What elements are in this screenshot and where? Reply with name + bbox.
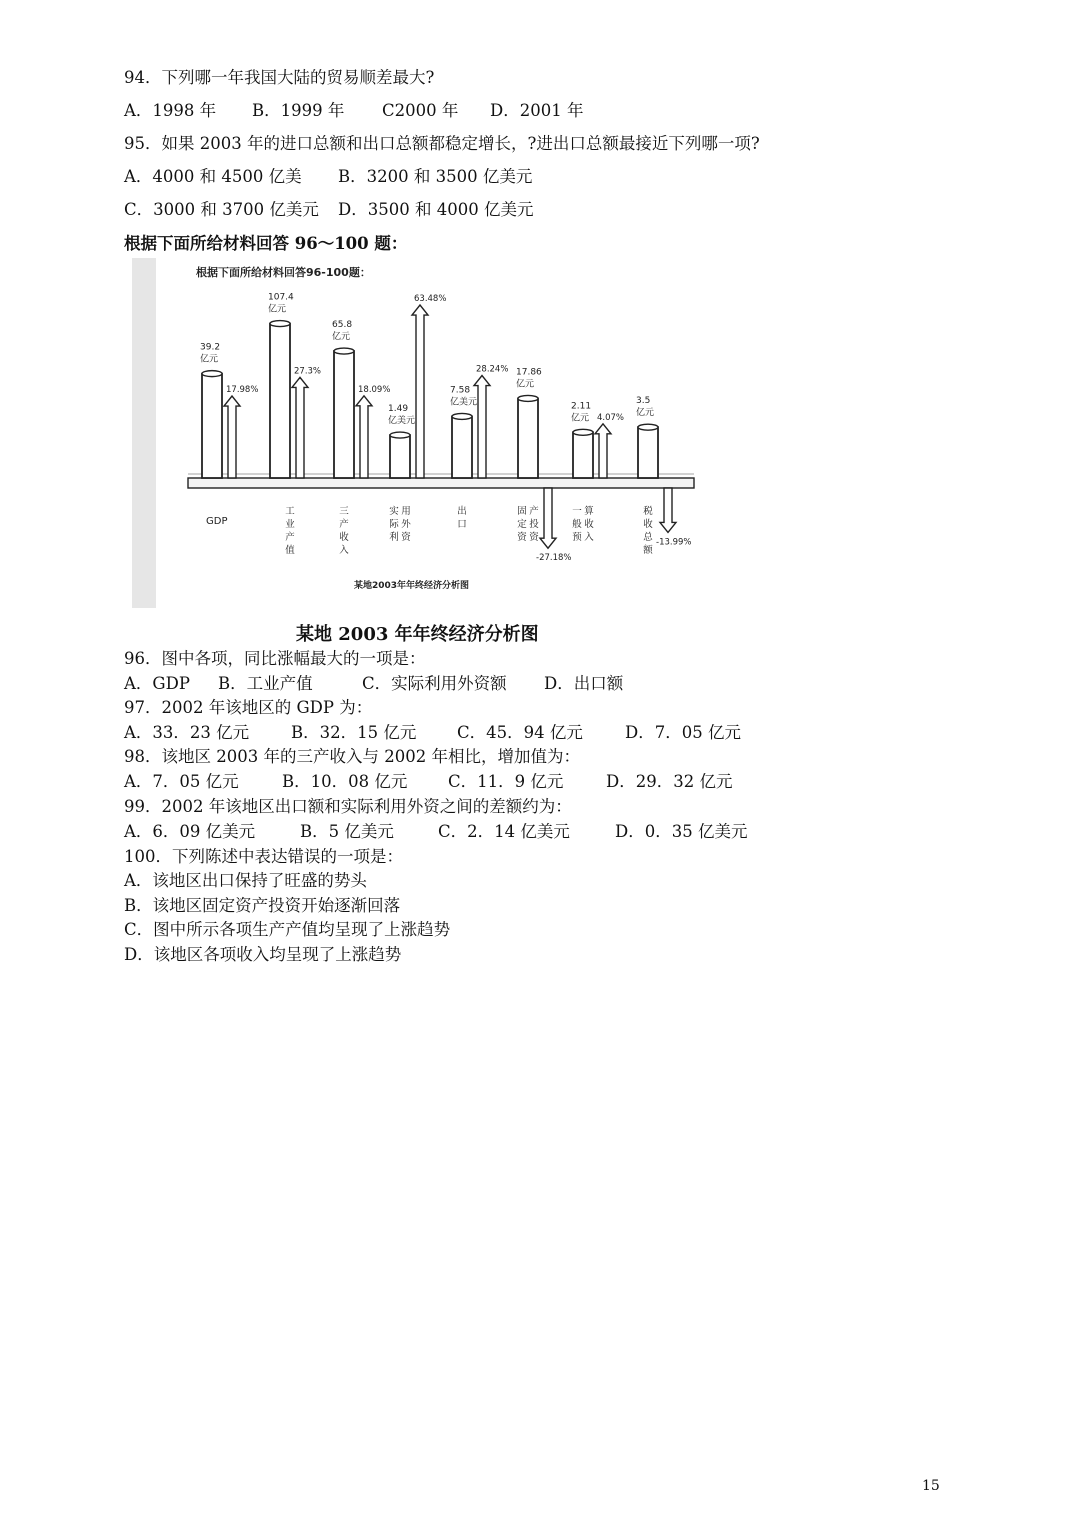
value-label-3: 1.49 <box>388 404 409 415</box>
unit-label-3: 亿美元 <box>388 416 416 427</box>
q99-option-a: A．6．09 亿美元 <box>124 822 256 841</box>
q97-option-a: A．33．23 亿元 <box>124 723 250 742</box>
value-label-7: 3.5 <box>636 396 651 407</box>
growth-label-0: 17.98% <box>226 385 259 396</box>
bar-cap-0 <box>202 371 222 377</box>
bar-cap-6 <box>573 429 593 435</box>
q94-option-a: A．1998 年 <box>124 101 217 120</box>
q100-option-c: C．图中所示各项生产产值均呈现了上涨趋势 <box>124 920 451 939</box>
growth-arrow-4 <box>474 376 490 478</box>
q97-option-b: B．32．15 亿元 <box>291 723 417 742</box>
q94-option-d: D．2001 年 <box>490 101 584 120</box>
value-label-5: 17.86 <box>516 367 542 378</box>
q99-option-d: D．0．35 亿美元 <box>615 822 748 841</box>
q94-option-b: B．1999 年 <box>252 101 345 120</box>
unit-label-4: 亿美元 <box>450 397 478 408</box>
q98-option-c: C．11．9 亿元 <box>448 772 564 791</box>
growth-label-5: -27.18% <box>536 553 572 564</box>
bar-4 <box>452 416 472 478</box>
q98-option-b: B．10．08 亿元 <box>282 772 408 791</box>
bar-cap-2 <box>334 348 354 354</box>
growth-label-1: 27.3% <box>294 366 322 377</box>
scan-shadow <box>132 258 156 608</box>
q96-question: 96．图中各项，同比涨幅最大的一项是： <box>124 649 426 668</box>
tick-label-2: 三产收入 <box>339 506 349 556</box>
economic-chart <box>132 258 712 608</box>
chart-baseline <box>188 478 694 488</box>
unit-label-6: 亿元 <box>571 413 590 424</box>
unit-label-7: 亿元 <box>636 408 655 419</box>
q96-option-b: B．工业产值 <box>218 674 313 693</box>
chart-caption: 某地 2003 年年终经济分析图 <box>296 624 539 645</box>
bar-5 <box>518 398 538 478</box>
q95-option-b: B．3200 和 3500 亿美元 <box>338 167 533 186</box>
chart-subtitle: 某地2003年年终经济分析图 <box>354 581 470 591</box>
q98-option-d: D．29．32 亿元 <box>606 772 733 791</box>
bar-cap-5 <box>518 395 538 401</box>
growth-label-2: 18.09% <box>358 384 391 395</box>
bar-0 <box>202 374 222 478</box>
growth-label-6: 4.07% <box>597 412 625 423</box>
tick-label-0: GDP <box>206 516 228 527</box>
growth-arrow-0 <box>224 396 240 478</box>
q94-option-c: C2000 年 <box>382 101 459 120</box>
value-label-6: 2.11 <box>571 401 592 412</box>
q100-question: 100．下列陈述中表达错误的一项是： <box>124 847 403 866</box>
unit-label-0: 亿元 <box>200 354 219 365</box>
unit-label-2: 亿元 <box>332 332 351 343</box>
q100-option-a: A．该地区出口保持了旺盛的势头 <box>124 871 367 890</box>
unit-label-5: 亿元 <box>516 379 535 390</box>
bar-cap-3 <box>390 432 410 438</box>
q97-question: 97．2002 年该地区的 GDP 为： <box>124 698 373 717</box>
q95-option-a: A．4000 和 4500 亿美 <box>124 167 302 186</box>
bar-2 <box>334 351 354 478</box>
unit-label-1: 亿元 <box>268 304 287 315</box>
q97-option-d: D．7．05 亿元 <box>625 723 741 742</box>
bar-cap-7 <box>638 424 658 430</box>
section-heading: 根据下面所给材料回答 96～100 题： <box>124 234 408 253</box>
value-label-2: 65.8 <box>332 320 353 331</box>
q95-option-c: C．3000 和 3700 亿美元 <box>124 200 319 219</box>
q94-question: 94．下列哪一年我国大陆的贸易顺差最大? <box>124 68 435 87</box>
q99-option-c: C．2．14 亿美元 <box>438 822 570 841</box>
growth-arrow-7 <box>660 488 676 532</box>
q98-option-a: A．7．05 亿元 <box>124 772 239 791</box>
growth-label-3: 63.48% <box>414 294 447 305</box>
tick-label-7: 税收总额 <box>643 506 653 556</box>
growth-label-7: -13.99% <box>656 537 692 548</box>
q96-option-c: C．实际利用外资额 <box>362 674 507 693</box>
q99-question: 99．2002 年该地区出口额和实际利用外资之间的差额约为： <box>124 797 572 816</box>
bar-3 <box>390 435 410 478</box>
bar-cap-4 <box>452 413 472 419</box>
growth-arrow-1 <box>292 377 308 478</box>
q98-question: 98．该地区 2003 年的三产收入与 2002 年相比，增加值为： <box>124 747 580 766</box>
growth-arrow-6 <box>595 424 611 478</box>
q100-option-b: B．该地区固定资产投资开始逐渐回落 <box>124 896 401 915</box>
bar-cap-1 <box>270 321 290 327</box>
chart-title: 根据下面所给材料回答96-100题： <box>196 266 371 279</box>
q97-option-c: C．45．94 亿元 <box>457 723 583 742</box>
q100-option-d: D．该地区各项收入均呈现了上涨趋势 <box>124 945 402 964</box>
q95-question: 95．如果 2003 年的进口总额和出口总额都稳定增长，?进出口总额最接近下列哪一项? <box>124 134 760 153</box>
q99-option-b: B．5 亿美元 <box>300 822 394 841</box>
q96-option-d: D．出口额 <box>544 674 624 693</box>
bar-1 <box>270 324 290 478</box>
tick-label-3: 实际利用外资 <box>389 506 411 543</box>
growth-arrow-2 <box>356 396 372 478</box>
tick-label-5: 固定资产投资 <box>517 506 539 543</box>
q96-option-a: A．GDP <box>124 674 190 693</box>
value-label-4: 7.58 <box>450 385 471 396</box>
page-number: 15 <box>922 1478 940 1494</box>
growth-label-4: 28.24% <box>476 364 509 375</box>
bar-7 <box>638 427 658 478</box>
growth-arrow-5 <box>540 488 556 548</box>
tick-label-6: 一般预算收入 <box>572 506 594 543</box>
tick-label-4: 出口 <box>457 506 467 530</box>
tick-label-1: 工业产值 <box>285 506 295 556</box>
growth-arrow-3 <box>412 305 428 478</box>
bar-6 <box>573 432 593 478</box>
value-label-1: 107.4 <box>268 292 294 303</box>
value-label-0: 39.2 <box>200 342 221 353</box>
q95-option-d: D．3500 和 4000 亿美元 <box>338 200 534 219</box>
